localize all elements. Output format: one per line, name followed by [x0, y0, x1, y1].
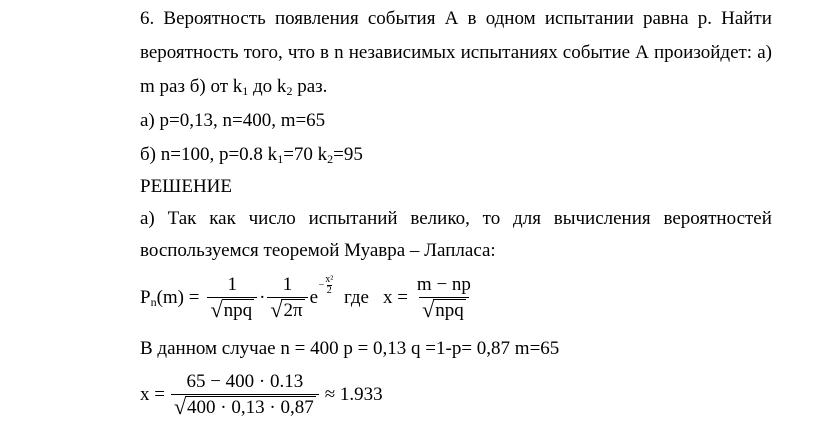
where-word: где [344, 287, 369, 308]
calc-sqrt [173, 393, 316, 419]
problem-line-1-word: испытании [544, 8, 634, 29]
problem-line-3 [140, 76, 327, 99]
problem-line-2-word: в [320, 42, 330, 63]
sqrt-npq-2-radicand: npq [435, 299, 464, 321]
fraction-1-denominator [207, 297, 257, 323]
sqrt-npq-radicand: npq [223, 299, 253, 321]
solution-line-1-word: велико, [410, 208, 470, 229]
problem-line-2-word: произойдет: [654, 42, 753, 63]
problem-line-1-word: 6. [140, 8, 155, 29]
solution-line-1-word: вероятностей [663, 208, 772, 229]
exp-power [319, 275, 334, 296]
case-b [140, 144, 363, 167]
problem-line-2-word: а) [757, 42, 772, 63]
exp-denominator: 2 [326, 285, 332, 296]
formula-lhs-arg: (m) = [156, 286, 200, 308]
calc-numerator: 65 − 400 · 0.13 [186, 370, 304, 392]
sqrt-npq [210, 296, 254, 322]
multiply-dot: · [259, 287, 266, 308]
sqrt-2pi-radicand: 2π [283, 299, 303, 321]
case-b-post: =95 [333, 144, 363, 165]
formula-lhs-p: P [140, 286, 151, 308]
x-definition-lhs: x = [382, 287, 408, 308]
calc-x-eq: x = [140, 384, 165, 405]
problem-line-2-word: того, [243, 42, 283, 63]
exp-base: e [309, 287, 318, 308]
solution-line-1 [140, 208, 772, 230]
problem-line-1-word: Найти [721, 8, 772, 29]
problem-line-1-word: в [467, 8, 477, 29]
calc-result: ≈ 1.933 [324, 384, 383, 405]
x-fraction [414, 274, 474, 323]
problem-line-1-word: Вероятность [163, 8, 266, 29]
x-fraction-numerator: m − np [416, 273, 471, 295]
exp-minus: − [318, 280, 325, 291]
case-b-mid: =70 k [283, 144, 328, 165]
sqrt-icon: √ [173, 393, 187, 419]
problem-line-3-text-a: m раз б) от k [140, 76, 243, 97]
problem-line-1-word: одном [485, 8, 536, 29]
fraction-2-numerator: 1 [282, 273, 293, 295]
exp-numerator: x² [325, 274, 334, 285]
x-fraction-denominator [419, 297, 469, 323]
solution-line-1-word: испытаний [308, 208, 398, 229]
solution-line-1-word: как [209, 208, 236, 229]
given-values: В данном случае n = 400 р = 0,13 q =1-p= 0,87 m=65 [140, 338, 560, 359]
problem-line-1 [140, 8, 772, 30]
solution-line-2: воспользуемся теоремой Муавра – Лапласа: [140, 240, 496, 261]
case-a: а) р=0,13, n=400, m=65 [140, 110, 326, 131]
sqrt-icon: √ [270, 296, 283, 322]
calc-denominator [171, 394, 319, 420]
calc-fraction [171, 371, 319, 420]
solution-title: РЕШЕНИЕ [140, 176, 232, 197]
solution-line-1-word: то [482, 208, 501, 229]
fraction-2 [267, 274, 307, 323]
problem-line-2-word: А [635, 42, 649, 63]
solution-line-1-word: вычисления [553, 208, 651, 229]
problem-line-1-word: А [444, 8, 459, 29]
case-b-pre: б) n=100, p=0.8 k [140, 144, 278, 165]
problem-line-2-word: вероятность [140, 42, 239, 63]
solution-line-1-word: Так [167, 208, 197, 229]
problem-line-3-text-b: до k [248, 76, 287, 97]
problem-line-3-text-c: раз. [292, 76, 328, 97]
problem-line-2-word: что [287, 42, 315, 63]
sqrt-2pi [270, 296, 304, 322]
case-b-k1-sub: 1 [277, 152, 284, 166]
case-b-k2-sub: 2 [327, 152, 334, 166]
fraction-1 [207, 274, 257, 323]
fraction-2-denominator [267, 297, 307, 323]
formula-lhs-sub: n [150, 294, 157, 309]
problem-line-1-word: появления [274, 8, 359, 29]
fraction-1-numerator: 1 [227, 273, 238, 295]
solution-line-1-word: для [513, 208, 541, 229]
moivre-laplace-formula [140, 270, 476, 326]
sqrt-icon: √ [210, 296, 223, 322]
problem-line-2-word: испытаниях [460, 42, 558, 63]
exponential [309, 274, 334, 309]
problem-line-2-word: независимых [348, 42, 456, 63]
k1-subscript: 1 [242, 84, 249, 98]
problem-line-2-word: n [334, 42, 344, 63]
sqrt-icon: √ [422, 296, 435, 322]
calc-sqrt-radicand: 400 · 0,13 · 0,87 [187, 396, 314, 418]
problem-line-1-word: события [367, 8, 436, 29]
exp-fraction [325, 275, 333, 296]
k2-subscript: 2 [286, 84, 293, 98]
x-calculation [140, 368, 383, 422]
problem-line-1-word: р. [697, 8, 712, 29]
problem-line-2-word: событие [562, 42, 631, 63]
problem-line-1-word: равна [643, 8, 689, 29]
sqrt-npq-2 [422, 296, 466, 322]
problem-line-2 [140, 42, 772, 64]
solution-line-1-word: а) [140, 208, 155, 229]
solution-line-1-word: число [248, 208, 296, 229]
formula-lhs [140, 287, 199, 310]
